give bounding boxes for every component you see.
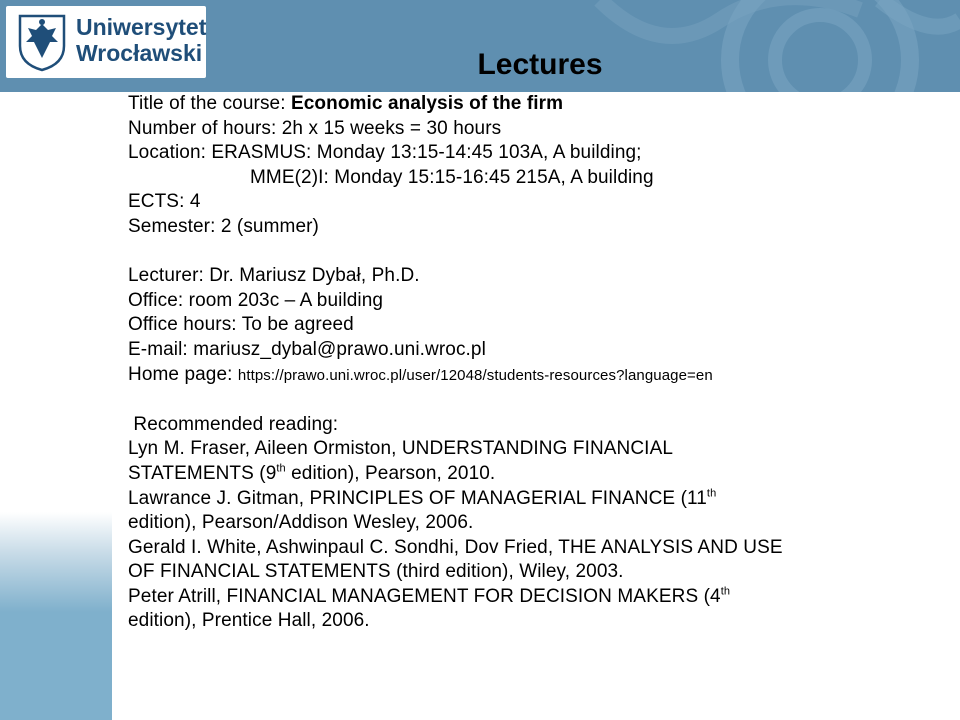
course-title-label: Title of the course: (128, 93, 291, 114)
location-line-2: MME(2)I: Monday 15:15-16:45 215A, A building (250, 166, 654, 188)
reading-2-line-2: edition), Pearson/Addison Wesley, 2006. (128, 512, 474, 534)
reading-1-line-1: Lyn M. Fraser, Aileen Ormiston, UNDERSTANDING FINANCIAL (128, 438, 674, 460)
spacer (128, 240, 953, 265)
reading-heading: Recommended reading: (128, 413, 339, 435)
spacer (128, 388, 953, 413)
homepage-link[interactable]: https://prawo.uni.wroc.pl/user/12048/students-resources?language=en (237, 366, 713, 384)
logo-line-1: Uniwersytet (76, 14, 207, 40)
hours-line: Number of hours: 2h x 15 weeks = 30 hours (128, 117, 502, 139)
reading-2-text: Lawrance J. Gitman, PRINCIPLES OF MANAGERIAL FINANCE (11 (128, 487, 707, 509)
office-hours-line: Office hours: To be agreed (128, 314, 354, 336)
email-line: E-mail: mariusz_dybal@prawo.uni.wroc.pl (128, 338, 486, 360)
lecturer-line: Lecturer: Dr. Mariusz Dybał, Ph.D. (128, 265, 420, 287)
course-title-value: Economic analysis of the firm (290, 93, 564, 114)
left-strip (0, 92, 112, 720)
ects-line: ECTS: 4 (128, 191, 201, 213)
reading-4-line-2: edition), Prentice Hall, 2006. (128, 610, 370, 632)
logo-line-2: Wrocławski (76, 40, 203, 66)
reading-1-text-end: edition), Pearson, 2010. (285, 462, 496, 484)
course-title-line (128, 92, 953, 117)
reading-2-line-1 (128, 487, 953, 512)
reading-4-sup: th (720, 585, 731, 598)
slide-content (128, 92, 953, 634)
page-title: Lectures (477, 48, 603, 81)
reading-4-line-1 (128, 585, 953, 610)
reading-3-line-1: Gerald I. White, Ashwinpaul C. Sondhi, Dov Fried, THE ANALYSIS AND USE (128, 536, 783, 558)
reading-4-text: Peter Atrill, FINANCIAL MANAGEMENT FOR DECISION MAKERS (4 (128, 585, 721, 607)
office-line: Office: room 203c – A building (128, 289, 384, 311)
location-line-1: Location: ERASMUS: Monday 13:15-14:45 103A, A building; (128, 142, 642, 164)
reading-1-line-2 (128, 462, 953, 487)
semester-line: Semester: 2 (summer) (128, 215, 319, 237)
homepage-line (128, 363, 953, 389)
reading-1-text: STATEMENTS (9 (128, 462, 277, 484)
reading-2-sup: th (706, 487, 717, 500)
homepage-label: Home page: (128, 363, 238, 385)
reading-3-line-2: OF FINANCIAL STATEMENTS (third edition), Wiley, 2003. (128, 561, 624, 583)
reading-1-sup: th (276, 462, 286, 475)
